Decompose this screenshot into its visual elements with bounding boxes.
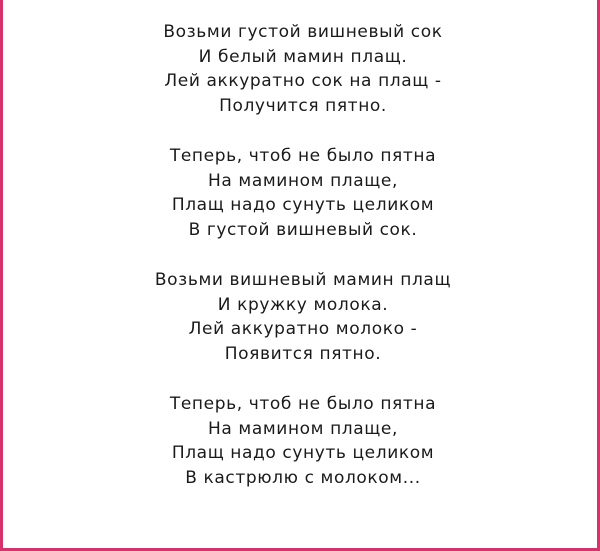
poem-line: Появится пятно.	[224, 343, 382, 364]
poem-line: На мамином плаще,	[208, 170, 398, 191]
poem-line: Получится пятно.	[219, 95, 387, 116]
stanza-2	[3, 144, 600, 242]
poem-line: Плащ надо сунуть целиком	[171, 443, 435, 463]
poem-line: В кастрюлю с молоком...	[185, 467, 421, 488]
poem-line: На мамином плаще,	[208, 418, 398, 439]
poem-line: Теперь, чтоб не было пятна	[169, 146, 437, 166]
poem-line: И белый мамин плащ.	[198, 46, 408, 67]
poem-line: Лей аккуратно молоко -	[188, 319, 418, 339]
poem-line: И кружку молока.	[217, 294, 389, 315]
stanza-4	[3, 392, 600, 490]
poem-line: Возьми вишневый мамин плащ	[154, 270, 452, 290]
poem-line: Лей аккуратно сок на плащ -	[164, 71, 442, 91]
poem-line: Возьми густой вишневый сок	[163, 22, 443, 42]
poem-line: В густой вишневый сок.	[188, 219, 418, 240]
poem-line: Плащ надо сунуть целиком	[171, 195, 435, 215]
stanza-3	[3, 268, 600, 366]
poem-line: Теперь, чтоб не было пятна	[169, 394, 437, 414]
poem	[3, 20, 600, 490]
stanza-1	[3, 20, 600, 118]
